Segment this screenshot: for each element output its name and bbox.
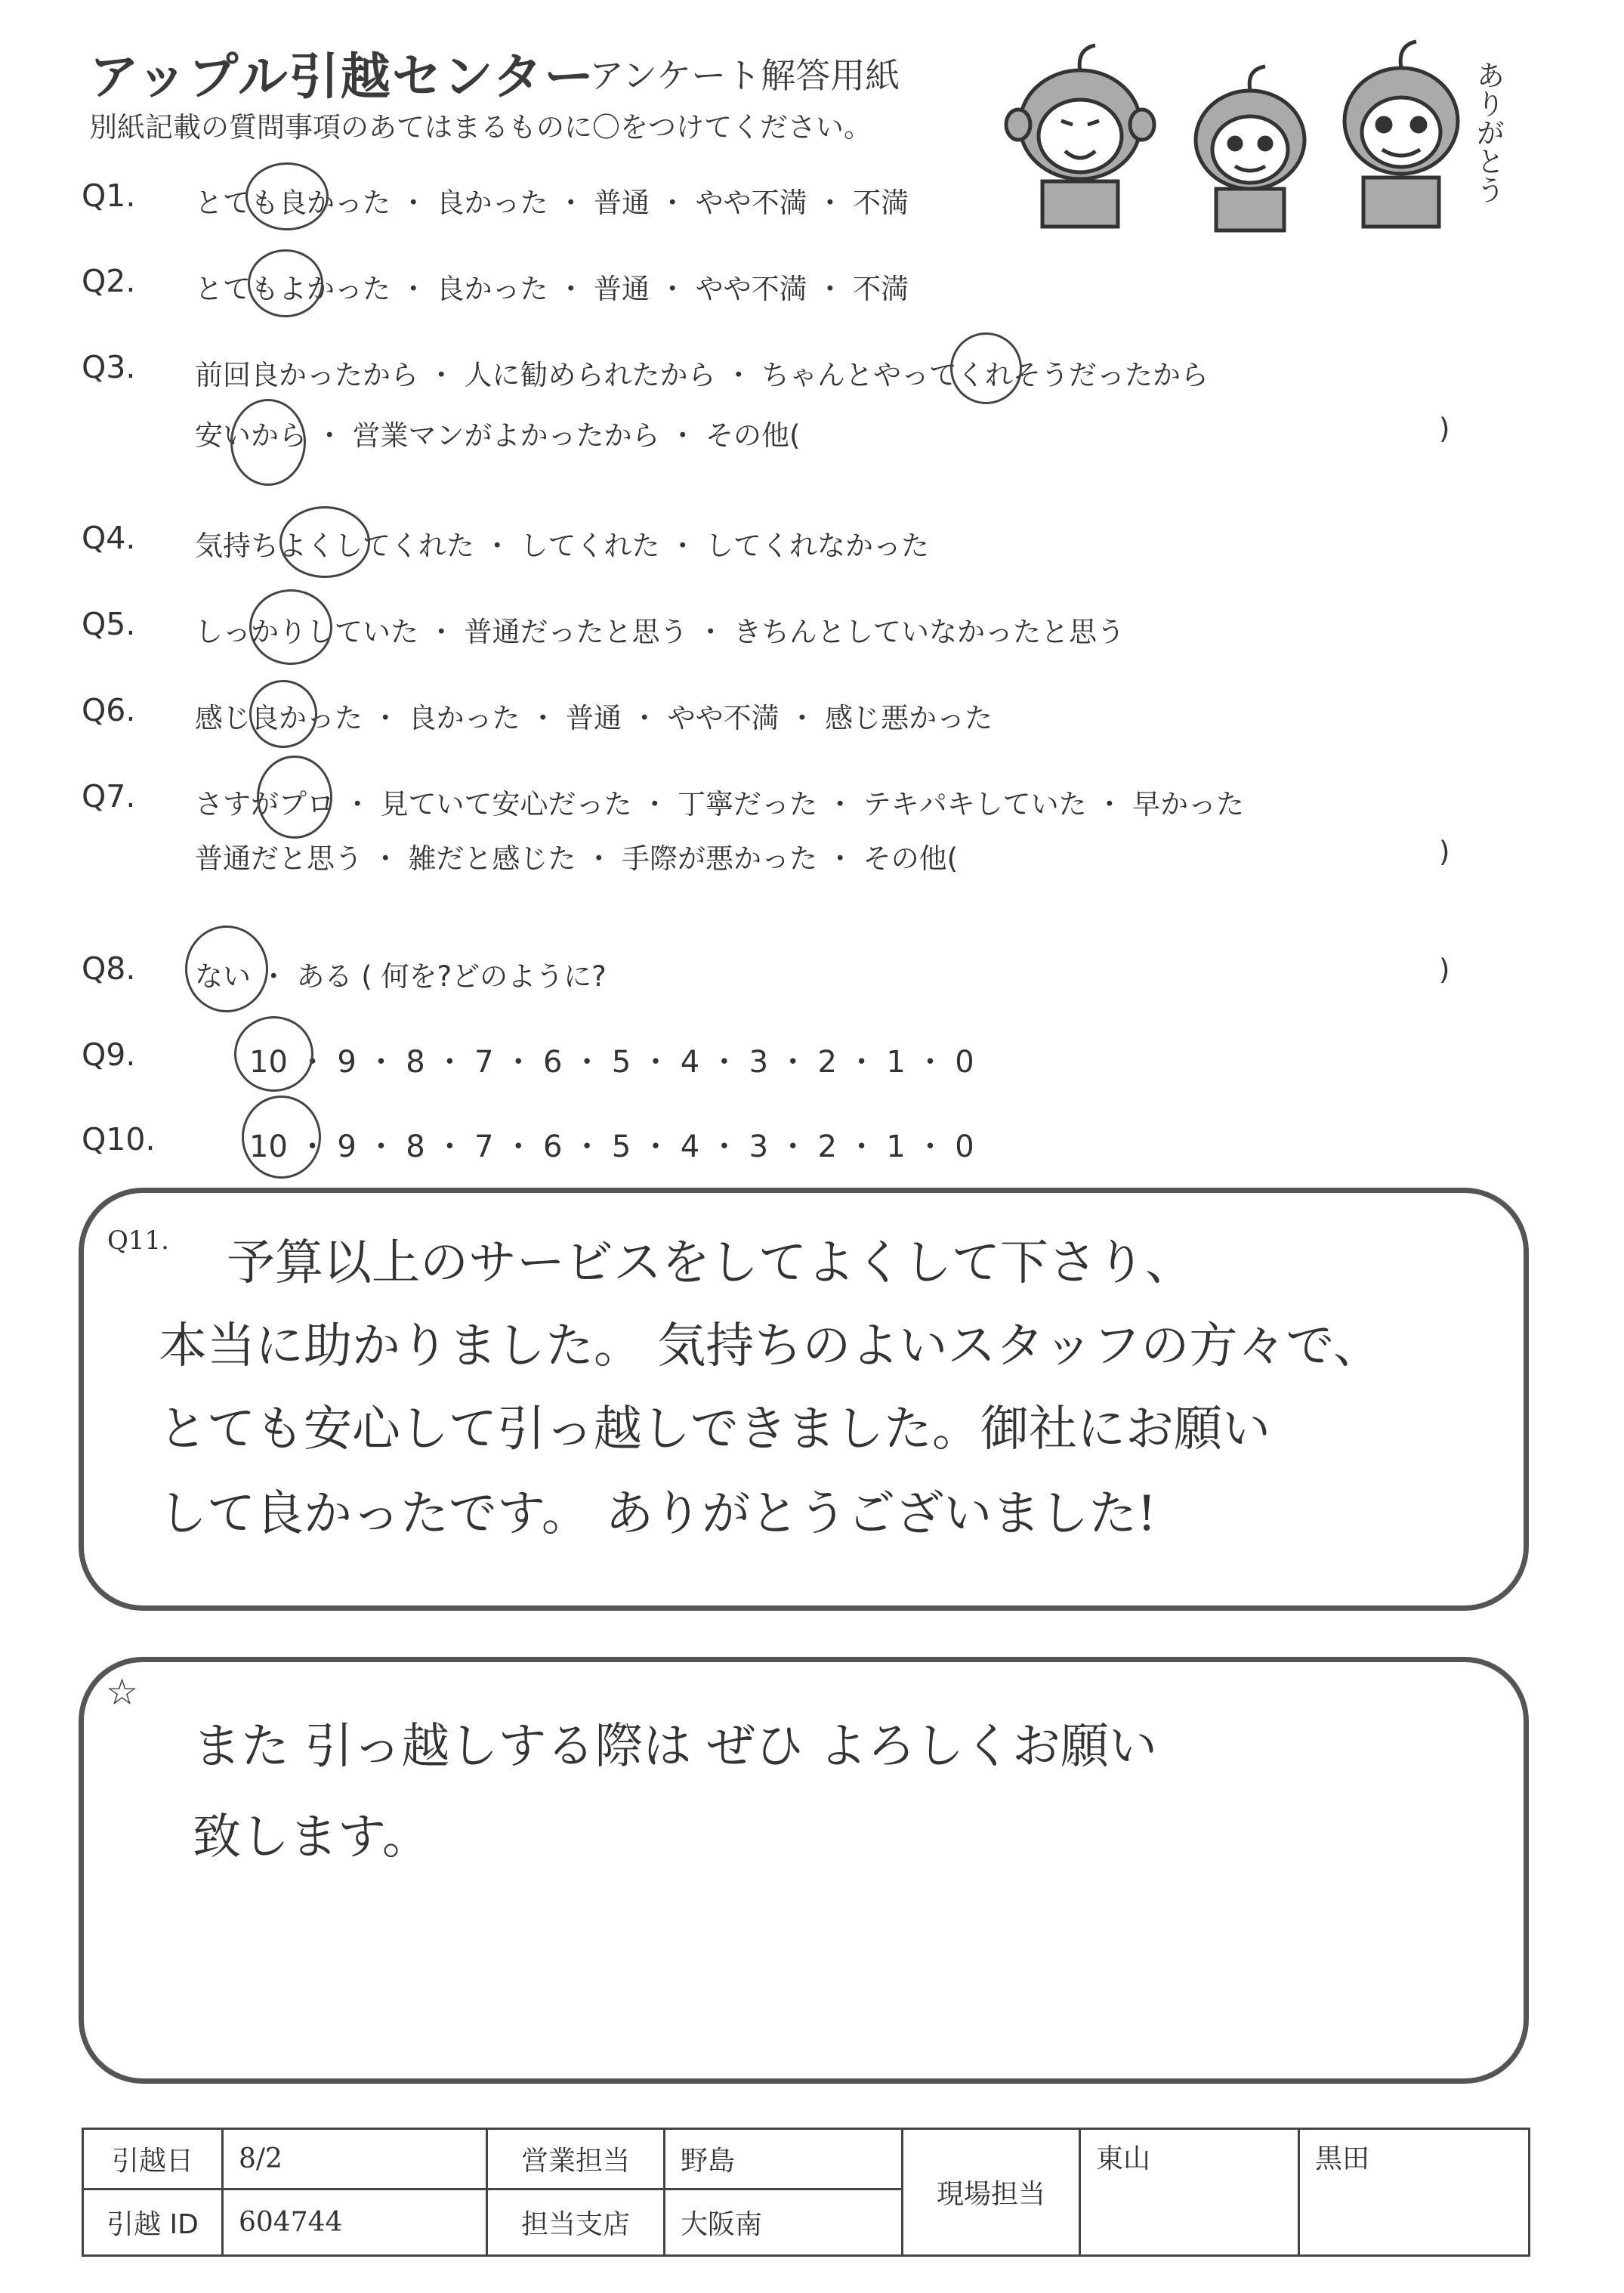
q11-line-4: して良かったです。 ありがとうございました! (159, 1486, 1156, 1542)
q3-line1: 前回良かったから ・ 人に勧められたから ・ ちゃんとやってくれそうだったから (195, 359, 1209, 391)
q8-label: Q8. (82, 950, 136, 987)
info-table (82, 2128, 1530, 2257)
q6-answer-circle (249, 680, 317, 748)
q7-line1: さすがプロ ・ 見ていて安心だった ・ 丁寧だった ・ テキパキしていた ・ 早かった (195, 788, 1245, 820)
q8-answer-circle (185, 926, 268, 1012)
q8-options: ない ・ ある ( 何を?どのように? (195, 960, 607, 993)
q2-answer-circle (248, 249, 323, 317)
q11-label: Q11. (107, 1225, 169, 1256)
q1-answer-circle (245, 162, 329, 230)
q8-close-paren: ) (1439, 953, 1450, 986)
sales-label: 営業担当 (487, 2129, 665, 2189)
site-staff-2: 黒田 (1299, 2129, 1530, 2256)
free-comment-line-1: また 引っ越しする際は ぜひ よろしくお願い (193, 1719, 1158, 1775)
q11-line-3: とても安心して引っ越しできました。御社にお願い (159, 1401, 1270, 1457)
q3-answer-circle-1 (950, 332, 1022, 404)
q7-close-paren: ) (1439, 836, 1450, 868)
monkey-mascots-icon (990, 30, 1533, 249)
branch-value: 大阪南 (665, 2189, 903, 2256)
mascot-illustration (990, 30, 1533, 249)
move-id-label: 引越 ID (83, 2189, 223, 2256)
move-date-label: 引越日 (83, 2129, 223, 2189)
mascot-thanks-text: ありがとう (1471, 60, 1505, 204)
q9-options: 10 ・ 9 ・ 8 ・ 7 ・ 6 ・ 5 ・ 4 ・ 3 ・ 2 ・ 1 ・ 0 (249, 1045, 974, 1080)
free-comment-line-2: 致します。 (193, 1809, 431, 1865)
q10-answer-circle (242, 1096, 321, 1179)
sales-value: 野島 (665, 2129, 903, 2189)
branch-label: 担当支店 (487, 2189, 665, 2256)
q2-options: とてもよかった ・ 良かった ・ 普通 ・ やや不満 ・ 不満 (195, 273, 909, 305)
q5-options: しっかりしていた ・ 普通だったと思う ・ きちんとしていなかったと思う (195, 616, 1125, 648)
move-date-value: 8/2 (223, 2129, 487, 2189)
q7-answer-circle (257, 756, 332, 839)
star-icon: ☆ (106, 1671, 139, 1714)
site-label: 現場担当 (903, 2129, 1080, 2256)
q1-options: とても良かった ・ 良かった ・ 普通 ・ やや不満 ・ 不満 (195, 187, 909, 219)
q11-line-1: 予算以上のサービスをしてよくして下さり、 (227, 1235, 1193, 1291)
instruction-text: 別紙記載の質問事項のあてはまるものに〇をつけてください。 (89, 111, 872, 144)
q9-label: Q9. (82, 1037, 136, 1073)
q6-options: 感じ良かった ・ 良かった ・ 普通 ・ やや不満 ・ 感じ悪かった (195, 702, 993, 734)
q10-options: 10 ・ 9 ・ 8 ・ 7 ・ 6 ・ 5 ・ 4 ・ 3 ・ 2 ・ 1 ・ 0 (249, 1130, 974, 1164)
site-staff-1: 東山 (1080, 2129, 1299, 2256)
q2-label: Q2. (82, 263, 136, 299)
q3-line2: 安いから ・ 営業マンがよかったから ・ その他( (195, 419, 801, 452)
company-title: アップル引越センター (89, 48, 596, 106)
q3-close-paren: ) (1439, 413, 1450, 445)
q1-label: Q1. (82, 178, 136, 214)
q9-answer-circle (234, 1016, 313, 1092)
q7-label: Q7. (82, 778, 136, 814)
move-id-value: 604744 (223, 2189, 487, 2256)
q4-answer-circle (279, 506, 370, 578)
q4-label: Q4. (82, 520, 136, 556)
q10-label: Q10. (82, 1121, 156, 1157)
q7-line2: 普通だと思う ・ 雑だと感じた ・ 手際が悪かった ・ その他( (195, 842, 959, 875)
q3-label: Q3. (82, 349, 136, 385)
q6-label: Q6. (82, 692, 136, 728)
q5-label: Q5. (82, 606, 136, 642)
q4-options: 気持ちよくしてくれた ・ してくれた ・ してくれなかった (195, 530, 930, 562)
q3-answer-circle-2 (230, 399, 306, 486)
q11-line-2: 本当に助かりました。 気持ちのよいスタッフの方々で、 (159, 1318, 1382, 1374)
form-subtitle: アンケート解答用紙 (589, 55, 900, 96)
q5-answer-circle (249, 589, 332, 665)
